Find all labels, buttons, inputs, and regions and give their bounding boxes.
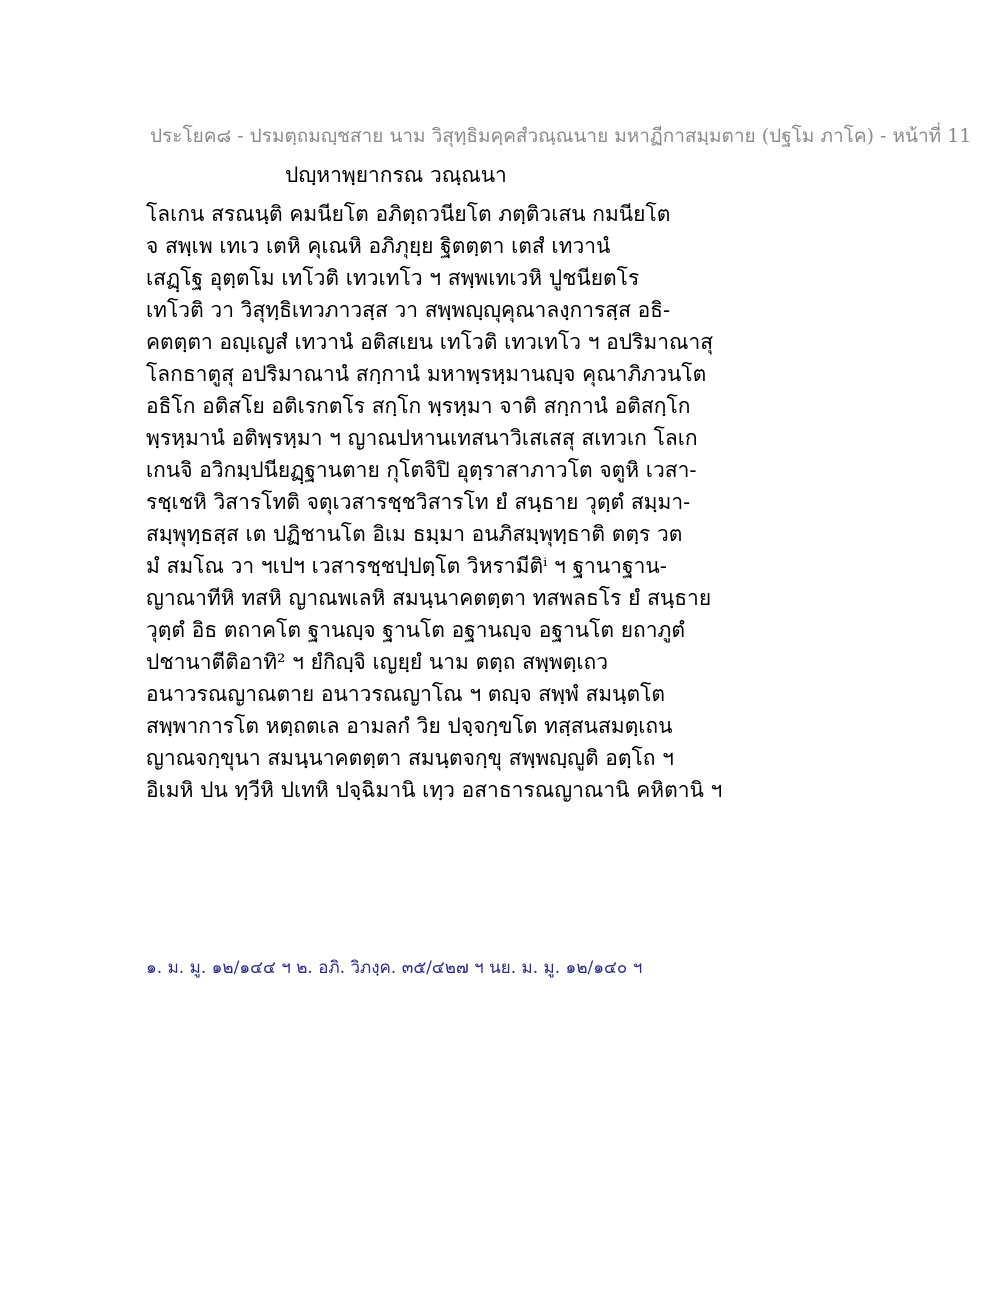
text-line: วุตฺตํ อิธ ตถาคโต ฐานญฺจ ฐานโต อฐานญฺจ อฐานโต ยถาภูตํ — [146, 618, 686, 642]
text-line: อธิโก อติสโย อติเรกตโร สกฺโก พฺรหฺมา จาติ สกฺกานํ อติสกฺโก — [146, 394, 691, 418]
footnote: ๑. ม. มู. ๑๒/๑๔๔ ฯ ๒. อภิ. วิภงฺค. ๓๕/๔๒๗ ฯ นย. ม. มู. ๑๒/๑๔๐ ฯ — [146, 958, 643, 978]
text-line: พฺรหฺมานํ อติพฺรหฺมา ฯ ญาณปหานเทสนาวิเสเสสุ สเทวเก โลเก — [146, 426, 698, 450]
text-line: โลกธาตูสุ อปริมาณานํ สกฺกานํ มหาพฺรหฺมานญฺจ คุณาภิภวนโต — [146, 362, 707, 386]
text-line: สมฺพุทฺธสฺส เต ปฏิชานโต อิเม ธมฺมา อนภิสมฺพุทฺธาติ ตตฺร วต — [146, 522, 683, 546]
text-line: คตตฺตา อญฺเญสํ เทวานํ อติสเยน เทโวติ เทวเทโว ฯ อปริมาณาสุ — [146, 330, 714, 354]
text-line: สพฺพาการโต หตฺถตเล อามลกํ วิย ปจฺจกฺขโต ทสฺสนสมตฺเถน — [146, 714, 673, 738]
text-line: ญาณจกฺขุนา สมนฺนาคตตฺตา สมนฺตจกฺขุ สพฺพญฺญูติ อตฺโถ ฯ — [146, 746, 674, 770]
text-line: ญาณาทีหิ ทสหิ ญาณพเลหิ สมนฺนาคตตฺตา ทสพลธโร ยํ สนฺธาย — [146, 586, 712, 610]
text-line: ปชานาตีติอาทิ² ฯ ยํกิญฺจิ เญยฺยํ นาม ตตฺถ สพฺพตฺเถว — [146, 650, 609, 674]
text-line: โลเกน สรณนฺติ คมนียโต อภิตฺถวนียโต ภตฺติวเสน กมนียโต — [146, 202, 671, 226]
text-line: รชฺเชหิ วิสารโทติ จตุเวสารชฺชวิสารโท ยํ สนฺธาย วุตฺตํ สมฺมา- — [146, 490, 691, 514]
text-line: มํ สมโณ วา ฯเปฯ เวสารชฺชปฺปตฺโต วิหรามีติⁱ ฯ ฐานาฐาน- — [146, 554, 667, 578]
text-line: เกนจิ อวิกมฺปนียฏฺฐานตาย กุโตจิปิ อุตฺราสาภาวโต จตูหิ เวสา- — [146, 458, 697, 482]
text-line: เทโวติ วา วิสุทฺธิเทวภาวสฺส วา สพฺพญฺญุคุณาลงฺการสฺส อธิ- — [146, 298, 671, 322]
section-heading: ปญฺหาพฺยากรณ วณฺณนา — [285, 163, 507, 187]
text-line: เสฏฺโฐ อุตฺตโม เทโวติ เทวเทโว ฯ สพฺพเทเวหิ ปูชนียตโร — [146, 266, 640, 290]
text-line: จ สพฺเพ เทเว เตหิ คุเณหิ อภิภุยฺย ฐิตตฺตา เตสํ เทวานํ — [146, 234, 611, 258]
body-text — [146, 198, 746, 806]
text-line: อนาวรณญาณตาย อนาวรณญาโณ ฯ ตญฺจ สพฺพํ สมนฺตโต — [146, 682, 666, 706]
text-line: อิเมหิ ปน ทฺวีหิ ปเทหิ ปจฺฉิมานิ เทฺว อสาธารณญาณานิ คหิตานิ ฯ — [146, 778, 723, 802]
running-header: ประโยค๘ - ปรมตฺถมญฺชสาย นาม วิสุทฺธิมคฺคสํวณฺณนาย มหาฏีกาสมฺมตาย (ปฐโม ภาโค) - หน้าที่ 11 — [150, 125, 972, 147]
